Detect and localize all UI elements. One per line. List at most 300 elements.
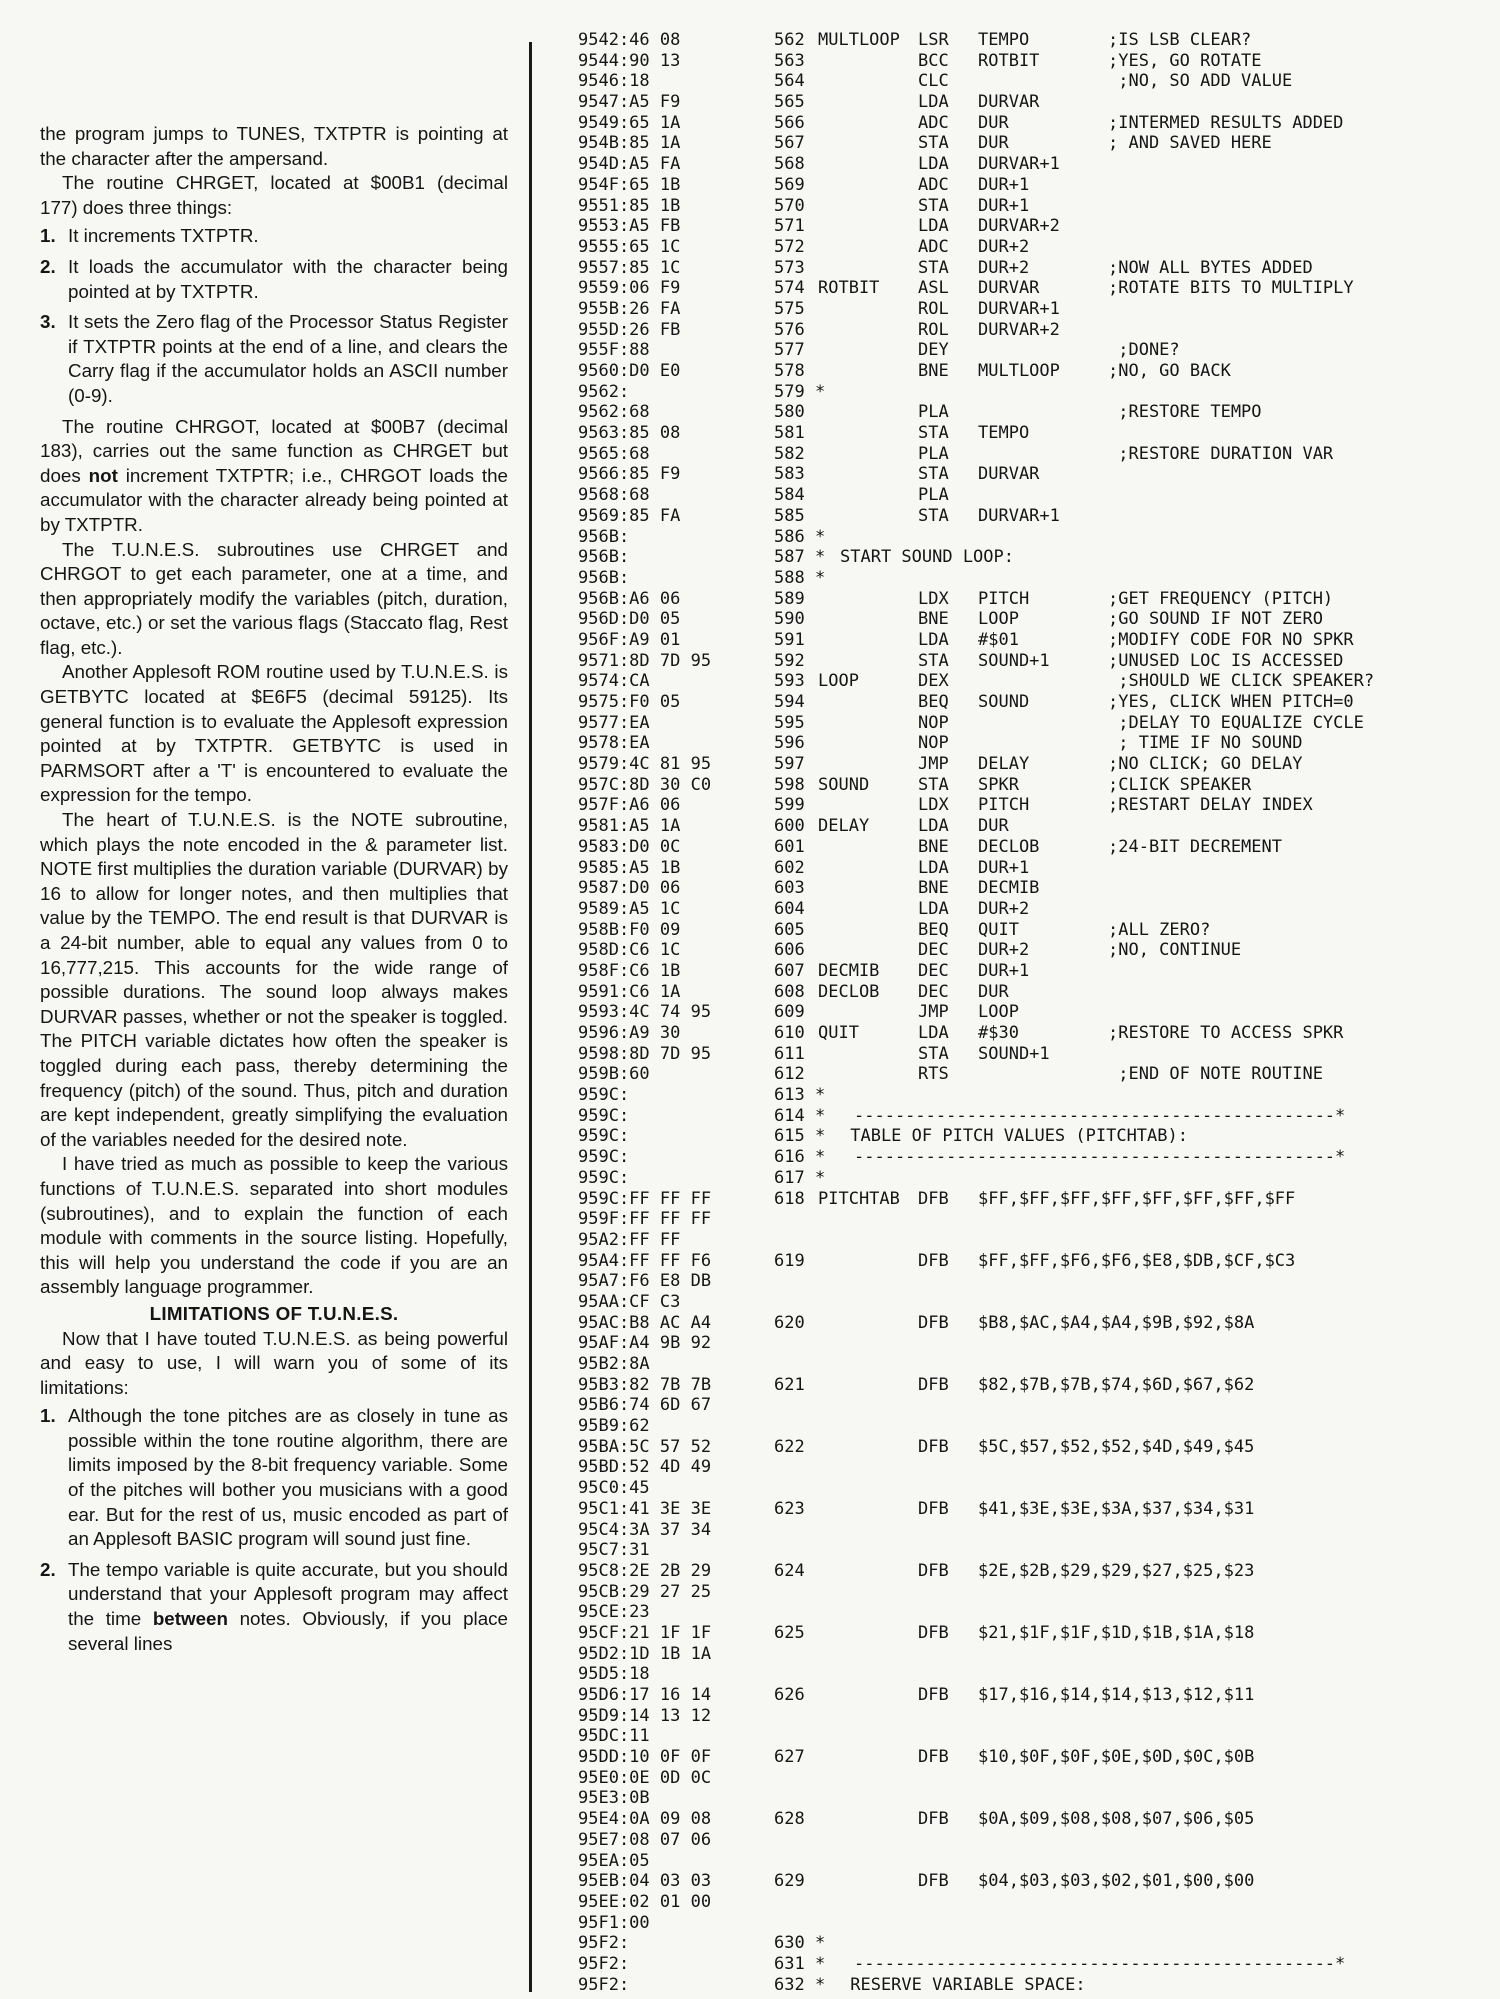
object-code: 9575:F0 05: [578, 692, 681, 712]
line-number: 610: [774, 1023, 805, 1043]
listing-line: [578, 1437, 1488, 1458]
listing-line: [578, 30, 1488, 51]
operand: $10,$0F,$0F,$0E,$0D,$0C,$0B: [978, 1747, 1255, 1768]
object-code: 95F2:: [578, 1953, 630, 1974]
operand: $B8,$AC,$A4,$A4,$9B,$92,$8A: [978, 1312, 1255, 1333]
opcode: BNE: [918, 878, 949, 899]
operand: DUR+2: [978, 898, 1030, 919]
object-code: 9577:EA: [578, 712, 650, 733]
code-label: MULTLOOP: [818, 30, 900, 50]
listing-line: [578, 444, 1488, 465]
line-number: 627: [774, 1747, 805, 1768]
line-number: 628: [774, 1809, 805, 1830]
line-comment: ;NO CLICK; GO DELAY: [1108, 754, 1303, 775]
opcode: STA: [918, 195, 949, 216]
object-code: 954F:65 1B: [578, 174, 681, 195]
line-number: 605: [774, 919, 805, 940]
operand: SOUND+1: [978, 1043, 1050, 1064]
listing-line: [578, 1892, 1488, 1913]
object-code: 955B:26 FA: [578, 298, 681, 319]
list-item: [40, 310, 508, 408]
line-comment: ;SHOULD WE CLICK SPEAKER?: [1108, 671, 1375, 692]
chrget-steps-list: [40, 224, 508, 408]
list-item-text: It increments TXTPTR.: [68, 225, 259, 247]
line-number: 585: [774, 505, 805, 526]
block-comment: START SOUND LOOP:: [840, 547, 1014, 568]
operand: DURVAR+2: [978, 216, 1060, 237]
opcode: DFB: [918, 1250, 949, 1271]
object-code: 958F:C6 1B: [578, 960, 681, 981]
object-code: 95E3:0B: [578, 1788, 650, 1809]
line-comment: ;DONE?: [1108, 340, 1180, 361]
opcode: LDA: [918, 92, 949, 113]
object-code: 957C:8D 30 C0: [578, 774, 712, 795]
listing-line: [578, 402, 1488, 423]
article-text-column: [40, 122, 508, 1662]
opcode: BEQ: [918, 692, 949, 712]
opcode: ROL: [918, 319, 949, 340]
listing-line: [578, 1830, 1488, 1851]
listing-line: [578, 837, 1488, 858]
opcode: BNE: [918, 609, 949, 630]
line-number: 587 *: [774, 547, 826, 568]
line-number: 592: [774, 650, 805, 671]
opcode: STA: [918, 1043, 949, 1064]
section-heading: LIMITATIONS OF T.U.N.E.S.: [149, 1302, 399, 1324]
listing-line: [578, 630, 1488, 651]
line-comment: ;RESTORE TEMPO: [1108, 402, 1262, 423]
listing-line: [578, 1085, 1488, 1106]
list-number: 1.: [40, 225, 56, 247]
operand: $FF,$FF,$F6,$F6,$E8,$DB,$CF,$C3: [978, 1250, 1296, 1271]
object-code: 9578:EA: [578, 733, 650, 754]
line-number: 619: [774, 1250, 805, 1271]
listing-line: [578, 1623, 1488, 1644]
object-code: 95E0:0E 0D 0C: [578, 1767, 712, 1788]
opcode: DEC: [918, 940, 949, 961]
operand: DURVAR: [978, 278, 1040, 299]
listing-line: [578, 1644, 1488, 1665]
object-code: 95C4:3A 37 34: [578, 1519, 712, 1540]
object-code: 95F2:: [578, 1933, 630, 1954]
listing-line: [578, 899, 1488, 920]
opcode: NOP: [918, 733, 949, 754]
object-code: 9546:18: [578, 71, 650, 92]
line-number: 601: [774, 836, 805, 857]
opcode: BEQ: [918, 919, 949, 940]
line-number: 586 *: [774, 526, 826, 547]
line-number: 571: [774, 216, 805, 237]
opcode: DFB: [918, 1312, 949, 1333]
object-code: 959C:: [578, 1105, 630, 1126]
listing-line: [578, 1147, 1488, 1168]
opcode: DFB: [918, 1374, 949, 1395]
operand: $0A,$09,$08,$08,$07,$06,$05: [978, 1809, 1255, 1830]
listing-line: [578, 1271, 1488, 1292]
object-code: 95C0:45: [578, 1478, 650, 1499]
line-comment: ;GO SOUND IF NOT ZERO: [1108, 609, 1323, 630]
listing-line: [578, 1540, 1488, 1561]
opcode: LDX: [918, 588, 949, 609]
listing-line: [578, 1706, 1488, 1727]
operand: DUR+1: [978, 174, 1030, 195]
line-number: 588 *: [774, 567, 826, 588]
list-item: [40, 255, 508, 304]
line-number: 630 *: [774, 1933, 826, 1954]
list-item: [40, 1404, 508, 1552]
opcode: NOP: [918, 712, 949, 733]
line-number: 621: [774, 1374, 805, 1395]
operand: ROTBIT: [978, 50, 1040, 71]
line-number: 616 *: [774, 1147, 826, 1168]
operand: $FF,$FF,$FF,$FF,$FF,$FF,$FF,$FF: [978, 1188, 1296, 1209]
line-number: 595: [774, 712, 805, 733]
line-number: 617 *: [774, 1167, 826, 1188]
line-number: 614 *: [774, 1105, 826, 1126]
operand: DUR+1: [978, 195, 1030, 216]
operand: $5C,$57,$52,$52,$4D,$49,$45: [978, 1436, 1255, 1457]
line-number: 566: [774, 112, 805, 133]
object-code: 958D:C6 1C: [578, 940, 681, 961]
line-comment: ; AND SAVED HERE: [1108, 133, 1272, 154]
object-code: 957F:A6 06: [578, 795, 681, 816]
opcode: JMP: [918, 754, 949, 775]
opcode: STA: [918, 464, 949, 485]
operand: $82,$7B,$7B,$74,$6D,$67,$62: [978, 1374, 1255, 1395]
object-code: 95EB:04 03 03: [578, 1871, 712, 1892]
opcode: STA: [918, 505, 949, 526]
code-label: DELAY: [818, 816, 870, 837]
object-code: 9585:A5 1B: [578, 857, 681, 878]
line-comment: ;YES, CLICK WHEN PITCH=0: [1108, 692, 1354, 712]
line-number: 626: [774, 1685, 805, 1705]
listing-line: [578, 299, 1488, 320]
line-number: 573: [774, 257, 805, 278]
listing-line: [578, 1685, 1488, 1706]
object-code: 9562:: [578, 381, 630, 402]
listing-line: [578, 258, 1488, 279]
object-code: 9598:8D 7D 95: [578, 1043, 712, 1064]
operand: $21,$1F,$1F,$1D,$1B,$1A,$18: [978, 1622, 1255, 1643]
line-number: 612: [774, 1064, 805, 1085]
line-comment: ;ROTATE BITS TO MULTIPLY: [1108, 278, 1354, 299]
line-comment: ;DELAY TO EQUALIZE CYCLE: [1108, 712, 1364, 733]
line-comment: ;UNUSED LOC IS ACCESSED: [1108, 650, 1344, 671]
operand: #$01: [978, 629, 1019, 650]
listing-line: [578, 920, 1488, 941]
line-number: 606: [774, 940, 805, 961]
line-number: 580: [774, 402, 805, 423]
opcode: LDA: [918, 1023, 949, 1043]
listing-line: [578, 1664, 1488, 1685]
listing-line: [578, 1788, 1488, 1809]
object-code: 95D6:17 16 14: [578, 1685, 712, 1705]
object-code: 9542:46 08: [578, 30, 681, 50]
line-number: 565: [774, 92, 805, 113]
listing-line: [578, 878, 1488, 899]
object-code: 95D9:14 13 12: [578, 1705, 712, 1726]
bold-text: not: [88, 464, 118, 486]
text-run: The routine CHRGOT, located at $00B7 (decimal 183), carries out the same function as CHRGET but does: [40, 415, 508, 486]
line-number: 623: [774, 1498, 805, 1519]
opcode: DFB: [918, 1560, 949, 1581]
line-comment: ;ALL ZERO?: [1108, 919, 1211, 940]
line-number: 608: [774, 981, 805, 1002]
line-number: 607: [774, 960, 805, 981]
line-number: 625: [774, 1622, 805, 1643]
opcode: LDX: [918, 795, 949, 816]
object-code: 95CF:21 1F 1F: [578, 1622, 712, 1643]
opcode: STA: [918, 133, 949, 154]
listing-line: [578, 1457, 1488, 1478]
listing-line: [578, 1333, 1488, 1354]
listing-line: [578, 754, 1488, 775]
object-code: 95EA:05: [578, 1850, 650, 1871]
listing-line: [578, 651, 1488, 672]
listing-line: [578, 775, 1488, 796]
object-code: 959C:: [578, 1126, 630, 1147]
listing-line: [578, 1395, 1488, 1416]
opcode: DEC: [918, 981, 949, 1002]
line-comment: ;YES, GO ROTATE: [1108, 50, 1262, 71]
code-label: DECLOB: [818, 981, 880, 1002]
object-code: 95DD:10 0F 0F: [578, 1747, 712, 1768]
operand: DUR+2: [978, 236, 1030, 257]
line-number: 629: [774, 1871, 805, 1892]
line-comment: ;RESTORE TO ACCESS SPKR: [1108, 1023, 1344, 1043]
line-number: 562: [774, 30, 805, 50]
object-code: 95C7:31: [578, 1540, 650, 1561]
paragraph: I have tried as much as possible to keep the various functions of T.U.N.E.S. separated into short modules (subroutines), and to explain the function of each module with comments in the source listing. Hopefully, this will help you understand the code if you are an assembly language programmer.: [40, 1153, 508, 1298]
comment-rule: -----------------------------------------------*: [854, 1953, 1346, 1974]
line-comment: ;END OF NOTE ROUTINE: [1108, 1064, 1323, 1085]
opcode: BNE: [918, 361, 949, 381]
line-number: 569: [774, 174, 805, 195]
opcode: BNE: [918, 836, 949, 857]
line-comment: ; TIME IF NO SOUND: [1108, 733, 1303, 754]
operand: DUR: [978, 133, 1009, 154]
line-comment: ;INTERMED RESULTS ADDED: [1108, 112, 1344, 133]
object-code: 9574:CA: [578, 671, 650, 692]
object-code: 95D2:1D 1B 1A: [578, 1643, 712, 1664]
object-code: 9569:85 FA: [578, 505, 681, 526]
opcode: STA: [918, 650, 949, 671]
object-code: 95EE:02 01 00: [578, 1891, 712, 1912]
listing-line: [578, 1313, 1488, 1334]
object-code: 956B:A6 06: [578, 588, 681, 609]
line-number: 577: [774, 340, 805, 361]
listing-line: [578, 1064, 1488, 1085]
listing-line: [578, 1209, 1488, 1230]
opcode: DFB: [918, 1747, 949, 1768]
line-number: 618: [774, 1188, 805, 1209]
listing-line: [578, 733, 1488, 754]
opcode: DEX: [918, 671, 949, 692]
object-code: 959C:FF FF FF: [578, 1188, 712, 1209]
opcode: ADC: [918, 112, 949, 133]
opcode: STA: [918, 257, 949, 278]
operand: DELAY: [978, 754, 1030, 775]
listing-line: [578, 1582, 1488, 1603]
listing-line: [578, 982, 1488, 1003]
object-code: 9589:A5 1C: [578, 898, 681, 919]
opcode: DFB: [918, 1436, 949, 1457]
operand: DUR: [978, 981, 1009, 1002]
line-number: 581: [774, 423, 805, 444]
listing-line: [578, 568, 1488, 589]
paragraph: [40, 415, 508, 538]
listing-line: [578, 506, 1488, 527]
opcode: DFB: [918, 1498, 949, 1519]
line-number: 599: [774, 795, 805, 816]
opcode: DFB: [918, 1685, 949, 1705]
line-number: 609: [774, 1002, 805, 1023]
listing-line: [578, 71, 1488, 92]
object-code: 95C1:41 3E 3E: [578, 1498, 712, 1519]
line-number: 598: [774, 774, 805, 795]
line-number: 574: [774, 278, 805, 299]
list-item-text: It sets the Zero flag of the Processor Status Register if TXTPTR points at the end of a line, and clears the Carry flag if the accumulator holds an ASCII number (0-9).: [68, 311, 508, 406]
line-number: 591: [774, 629, 805, 650]
operand: QUIT: [978, 919, 1019, 940]
block-comment: TABLE OF PITCH VALUES (PITCHTAB):: [840, 1126, 1188, 1147]
line-number: 582: [774, 443, 805, 464]
object-code: 9551:85 1B: [578, 195, 681, 216]
opcode: LDA: [918, 816, 949, 837]
listing-line: [578, 1375, 1488, 1396]
listing-line: [578, 1251, 1488, 1272]
line-number: 590: [774, 609, 805, 630]
object-code: 956B:: [578, 547, 630, 568]
listing-line: [578, 133, 1488, 154]
line-number: 604: [774, 898, 805, 919]
listing-line: [578, 1747, 1488, 1768]
listing-line: [578, 547, 1488, 568]
line-number: 576: [774, 319, 805, 340]
object-code: 959C:: [578, 1147, 630, 1168]
listing-line: [578, 154, 1488, 175]
operand: DUR: [978, 816, 1009, 837]
object-code: 9566:85 F9: [578, 464, 681, 485]
line-number: 589: [774, 588, 805, 609]
list-number: 3.: [40, 311, 56, 333]
line-number: 600: [774, 816, 805, 837]
listing-line: [578, 1809, 1488, 1830]
line-comment: ;RESTART DELAY INDEX: [1108, 795, 1313, 816]
opcode: PLA: [918, 485, 949, 506]
object-code: 95E7:08 07 06: [578, 1829, 712, 1850]
listing-line: [578, 671, 1488, 692]
line-comment: ;RESTORE DURATION VAR: [1108, 443, 1334, 464]
operand: $04,$03,$03,$02,$01,$00,$00: [978, 1871, 1255, 1892]
object-code: 959C:: [578, 1085, 630, 1106]
line-number: 632 *: [774, 1974, 826, 1995]
object-code: 95B9:62: [578, 1416, 650, 1437]
opcode: STA: [918, 774, 949, 795]
opcode: LDA: [918, 629, 949, 650]
object-code: 955D:26 FB: [578, 319, 681, 340]
object-code: 9593:4C 74 95: [578, 1002, 712, 1023]
operand: TEMPO: [978, 423, 1030, 444]
opcode: PLA: [918, 402, 949, 423]
listing-line: [578, 1478, 1488, 1499]
object-code: 95AF:A4 9B 92: [578, 1333, 712, 1354]
line-number: 579 *: [774, 381, 826, 402]
listing-line: [578, 816, 1488, 837]
line-number: 583: [774, 464, 805, 485]
comment-rule: -----------------------------------------------*: [854, 1105, 1346, 1126]
line-number: 622: [774, 1436, 805, 1457]
object-code: 95F1:00: [578, 1912, 650, 1933]
line-comment: ;NOW ALL BYTES ADDED: [1108, 257, 1313, 278]
operand: DECMIB: [978, 878, 1040, 899]
code-label: PITCHTAB: [818, 1188, 900, 1209]
operand: $41,$3E,$3E,$3A,$37,$34,$31: [978, 1498, 1255, 1519]
text-run: The tempo variable is quite accurate, but you should understand that your Applesoft program may affect the time: [68, 1558, 508, 1630]
opcode: LDA: [918, 154, 949, 175]
object-code: 9587:D0 06: [578, 878, 681, 899]
listing-line: [578, 1851, 1488, 1872]
text-run: increment TXTPTR; i.e., CHRGOT loads the accumulator with the character already being pointed at by TXTPTR.: [40, 464, 508, 535]
object-code: 959B:60: [578, 1064, 650, 1085]
object-code: 959F:FF FF FF: [578, 1209, 712, 1230]
object-code: 9544:90 13: [578, 50, 681, 71]
operand: PITCH: [978, 588, 1030, 609]
opcode: BCC: [918, 50, 949, 71]
listing-line: [578, 1023, 1488, 1044]
object-code: 95A7:F6 E8 DB: [578, 1271, 712, 1292]
object-code: 9547:A5 F9: [578, 92, 681, 113]
opcode: ADC: [918, 174, 949, 195]
operand: #$30: [978, 1023, 1019, 1043]
operand: DUR+1: [978, 857, 1030, 878]
opcode: LSR: [918, 30, 949, 50]
listing-line: [578, 713, 1488, 734]
operand: DURVAR: [978, 464, 1040, 485]
operand: PITCH: [978, 795, 1030, 816]
object-code: 95F2:: [578, 1974, 630, 1995]
listing-line: [578, 1292, 1488, 1313]
line-number: 597: [774, 754, 805, 775]
line-comment: ;24-BIT DECREMENT: [1108, 836, 1282, 857]
paragraph: The routine CHRGET, located at $00B1 (decimal 177) does three things:: [40, 172, 508, 218]
operand: MULTLOOP: [978, 361, 1060, 381]
line-number: 631 *: [774, 1953, 826, 1974]
listing-line: [578, 1416, 1488, 1437]
object-code: 95AC:B8 AC A4: [578, 1312, 712, 1333]
opcode: DFB: [918, 1871, 949, 1892]
list-item: [40, 224, 508, 249]
listing-line: [578, 1044, 1488, 1065]
listing-line: [578, 1126, 1488, 1147]
listing-line: [578, 175, 1488, 196]
listing-line: [578, 1168, 1488, 1189]
line-comment: ;IS LSB CLEAR?: [1108, 30, 1252, 50]
object-code: 9565:68: [578, 443, 650, 464]
object-code: 9557:85 1C: [578, 257, 681, 278]
line-number: 620: [774, 1312, 805, 1333]
line-number: 613 *: [774, 1085, 826, 1106]
line-number: 567: [774, 133, 805, 154]
object-code: 95C8:2E 2B 29: [578, 1560, 712, 1581]
object-code: 9583:D0 0C: [578, 836, 681, 857]
list-item-text: It loads the accumulator with the character being pointed at by TXTPTR.: [68, 255, 508, 302]
line-comment: ;NO, GO BACK: [1108, 361, 1231, 381]
listing-line: [578, 1768, 1488, 1789]
object-code: 95BD:52 4D 49: [578, 1457, 712, 1478]
object-code: 955F:88: [578, 340, 650, 361]
line-number: 593: [774, 671, 805, 692]
